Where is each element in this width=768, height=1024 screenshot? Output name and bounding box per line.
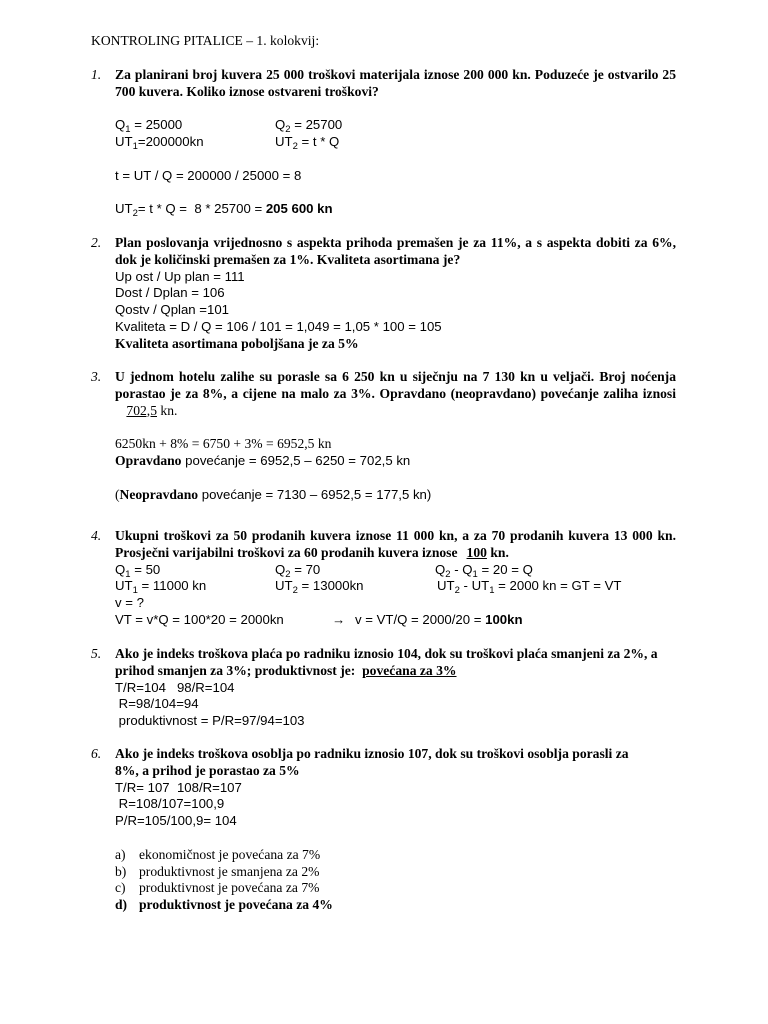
calc-line: t = UT / Q = 200000 / 25000 = 8 — [115, 167, 302, 183]
question-number: 1. — [91, 67, 102, 82]
question-4 — [91, 528, 676, 629]
answer-blank: 702,5 — [126, 402, 157, 418]
question-6 — [91, 746, 676, 914]
question-text: U jednom hotelu zalihe su porasle sa 6 250 kn u siječnju na 7 130 kn u veljači. Broj noćenja porastao je za 8%, a cijene na malo za 3%. Opravdano (neopravdano) povećanje zaliha iznosi 702,5 kn. — [115, 369, 676, 418]
answer: povećana za 3% — [362, 662, 457, 678]
question-5 — [91, 646, 676, 730]
question-text: Plan poslovanja vrijednosno s aspekta prihoda premašen je za 11%, a s aspekta dobiti za 6%, dok je količinski premašen za 1%. Kvaliteta asortimana je? — [115, 235, 676, 267]
calc-line: Kvaliteta = D / Q = 106 / 101 = 1,049 = 1,05 * 100 = 105 — [115, 318, 442, 334]
question-text: Za planirani broj kuvera 25 000 troškovi materijala iznose 200 000 kn. Poduzeće je ostvarilo 25 700 kuvera. Koliko iznose ostvareni troškovi? — [115, 67, 676, 99]
question-number: 2. — [91, 235, 102, 250]
option-b: b) produktivnost je smanjena za 2% — [115, 863, 320, 879]
question-text: Ukupni troškovi za 50 prodanih kuvera iznose 11 000 kn, a za 70 prodanih kuvera 13 000 kn. Prosječni varijabilni troškovi za 60 prodanih kuvera iznose 100 kn. — [115, 528, 676, 560]
calc-line: R=98/104=94 — [115, 696, 199, 712]
page-title: KONTROLING PITALICE – 1. kolokvij: — [91, 33, 320, 48]
calc-line: Opravdano povećanje = 6952,5 – 6250 = 702,5 kn — [115, 452, 411, 468]
calc-line: $UT_2= t * Q = 8 * 25700 = 205$ 600 kn — [115, 201, 333, 220]
question-text: Ako je indeks troškova osoblja po radniku iznosio 107, dok su troškovi osoblja porasli za 8%, a prihod je porastao za 5% — [115, 746, 629, 778]
given-row: $UT_1=200000kn$ $UT_2 = t * Q$ — [115, 134, 340, 153]
question-1 — [91, 67, 676, 218]
option-d: d) produktivnost je povećana za 4% — [115, 897, 333, 913]
calc-line: VT = v*Q = 100*20 = 2000kn → v = VT/Q = 2000/20 = 100kn — [115, 611, 523, 627]
answer: 205 600 kn — [265, 201, 333, 217]
question-number: 3. — [91, 369, 102, 384]
question-3 — [91, 369, 676, 503]
given-row: $Q_1 = 25000$ $Q_2 = 25700$ — [115, 117, 343, 136]
question-2 — [91, 235, 676, 353]
calc-line: 6250kn + 8% = 6750 + 3% = 6952,5 kn — [115, 436, 332, 452]
option-c: c) produktivnost je povećana za 7% — [115, 880, 320, 896]
calc-line: Qostv / Qplan =101 — [115, 302, 229, 318]
calc-line: T/R= 107 108/R=107 — [115, 779, 242, 795]
given-row: $UT_1 = 11000$ kn $UT_2 = 13000kn$ $UT_2 - UT_1 = 2000$ kn = GT = VT — [115, 578, 622, 597]
calc-line: produktivnost = P/R=97/94=103 — [115, 713, 305, 729]
question-text: Ako je indeks troškova plaća po radniku iznosio 104, dok su troškovi plaća smanjeni za 2%, a prihod smanjen za 3%; produktivnost je: povećana za 3% — [115, 646, 658, 678]
given-row: $Q_1 = 50$ $Q_2 = 70$ $Q_2 - Q_1 = 20 = Q$ — [115, 561, 533, 580]
calc-line: P/R=105/100,9= 104 — [115, 813, 237, 829]
calc-line: Up ost / Up plan = 111 — [115, 268, 245, 284]
calc-line: Dost / Dplan = 106 — [115, 285, 225, 301]
question-number: 4. — [91, 528, 102, 543]
answer-blank: 100 — [466, 544, 487, 560]
calc-line: T/R=104 98/R=104 — [115, 679, 235, 695]
question-number: 5. — [91, 646, 102, 661]
calc-line: R=108/107=100,9 — [115, 796, 225, 812]
question-number: 6. — [91, 746, 102, 761]
calc-line: v = ? — [115, 595, 144, 611]
answer: 100kn — [485, 611, 523, 627]
arrow-icon: → — [332, 611, 346, 627]
answer: Kvaliteta asortimana poboljšana je za 5% — [115, 335, 359, 351]
option-a: a) ekonomičnost je povećana za 7% — [115, 846, 321, 862]
calc-line: (Neopravdano povećanje = 7130 – 6952,5 = 177,5 kn) — [115, 486, 432, 502]
